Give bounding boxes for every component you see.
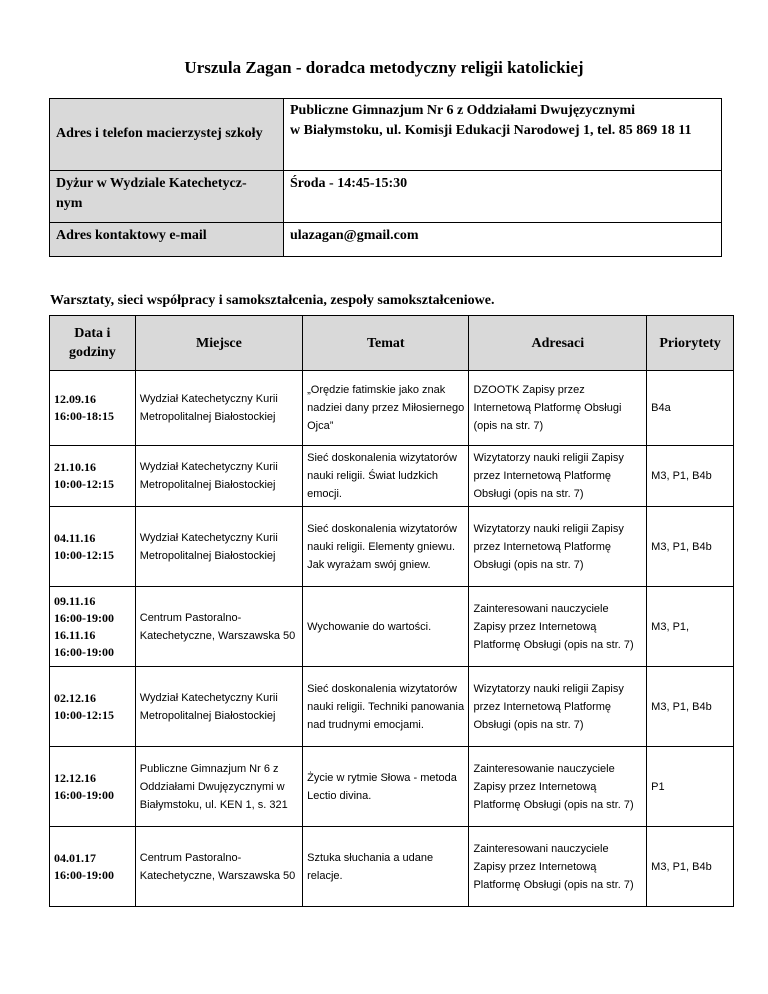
row-place: Centrum Pastoralno-Katechetyczne, Warszawska 50 <box>135 587 302 667</box>
row-priorities: M3, P1, <box>647 587 734 667</box>
email-label: Adres kontaktowy e-mail <box>50 223 284 257</box>
row-addressees: Wizytatorzy nauki religii Zapisy przez Internetową Platformę Obsługi (opis na str. 7) <box>469 446 647 507</box>
duty-label: Dyżur w Wydziale Katechetycz- nym <box>50 171 284 223</box>
row-place: Wydział Katechetyczny Kurii Metropolitalnej Białostockiej <box>135 371 302 446</box>
table-row <box>50 827 734 907</box>
table-row <box>50 507 734 587</box>
row-place: Wydział Katechetyczny Kurii Metropolitalnej Białostockiej <box>135 667 302 747</box>
contact-info-table <box>49 98 722 257</box>
row-topic: Sieć doskonalenia wizytatorów nauki religii. Świat ludzkich emocji. <box>303 446 469 507</box>
row-addressees: DZOOTK Zapisy przez Internetową Platformę Obsługi (opis na str. 7) <box>469 371 647 446</box>
row-addressees: Zainteresowanie nauczyciele Zapisy przez Internetową Platformę Obsługi (opis na str. 7) <box>469 747 647 827</box>
header-priorities: Priorytety <box>647 316 734 371</box>
school-address-value: Publiczne Gimnazjum Nr 6 z Oddziałami Dwujęzycznymi w Białymstoku, ul. Komisji Edukacji Narodowej 1, tel. 85 869 18 11 <box>284 99 722 171</box>
table-row <box>50 371 734 446</box>
table-row <box>50 587 734 667</box>
row-priorities: M3, P1, B4b <box>647 827 734 907</box>
row-priorities: B4a <box>647 371 734 446</box>
header-place: Miejsce <box>135 316 302 371</box>
header-topic: Temat <box>303 316 469 371</box>
page-title: Urszula Zagan - doradca metodyczny religii katolickiej <box>184 58 584 77</box>
table-row <box>50 667 734 747</box>
row-place: Wydział Katechetyczny Kurii Metropolitalnej Białostockiej <box>135 507 302 587</box>
row-date: 09.11.16 16:00-19:00 16.11.16 16:00-19:00 <box>50 587 136 667</box>
info-row-duty <box>50 171 722 223</box>
row-place: Wydział Katechetyczny Kurii Metropolitalnej Białostockiej <box>135 446 302 507</box>
row-addressees: Wizytatorzy nauki religii Zapisy przez Internetową Platformę Obsługi (opis na str. 7) <box>469 667 647 747</box>
info-row-school <box>50 99 722 171</box>
section-subtitle: Warsztaty, sieci współpracy i samokształcenia, zespoły samokształceniowe. <box>50 293 495 308</box>
row-topic: „Orędzie fatimskie jako znak nadziei dany przez Miłosiernego Ojca” <box>303 371 469 446</box>
row-addressees: Wizytatorzy nauki religii Zapisy przez Internetową Platformę Obsługi (opis na str. 7) <box>469 507 647 587</box>
info-row-email <box>50 223 722 257</box>
row-date: 21.10.16 10:00-12:15 <box>50 446 136 507</box>
row-priorities: M3, P1, B4b <box>647 446 734 507</box>
school-address-label: Adres i telefon macierzystej szkoły <box>50 99 284 171</box>
table-row <box>50 446 734 507</box>
row-topic: Życie w rytmie Słowa - metoda Lectio divina. <box>303 747 469 827</box>
row-priorities: P1 <box>647 747 734 827</box>
header-date: Data i godziny <box>50 316 136 371</box>
schedule-table <box>49 315 734 907</box>
row-topic: Sztuka słuchania a udane relacje. <box>303 827 469 907</box>
row-date: 12.09.16 16:00-18:15 <box>50 371 136 446</box>
row-addressees: Zainteresowani nauczyciele Zapisy przez Internetową Platformę Obsługi (opis na str. 7) <box>469 587 647 667</box>
row-topic: Sieć doskonalenia wizytatorów nauki religii. Elementy gniewu. Jak wyrażam swój gniew. <box>303 507 469 587</box>
row-date: 02.12.16 10:00-12:15 <box>50 667 136 747</box>
header-addressees: Adresaci <box>469 316 647 371</box>
row-addressees: Zainteresowani nauczyciele Zapisy przez Internetową Platformę Obsługi (opis na str. 7) <box>469 827 647 907</box>
row-place: Publiczne Gimnazjum Nr 6 z Oddziałami Dwujęzycznymi w Białymstoku, ul. KEN 1, s. 321 <box>135 747 302 827</box>
email-value[interactable]: ulazagan@gmail.com <box>284 223 722 257</box>
row-date: 04.01.17 16:00-19:00 <box>50 827 136 907</box>
duty-value: Środa - 14:45-15:30 <box>284 171 722 223</box>
row-date: 12.12.16 16:00-19:00 <box>50 747 136 827</box>
row-place: Centrum Pastoralno-Katechetyczne, Warszawska 50 <box>135 827 302 907</box>
row-date: 04.11.16 10:00-12:15 <box>50 507 136 587</box>
row-priorities: M3, P1, B4b <box>647 667 734 747</box>
row-topic: Sieć doskonalenia wizytatorów nauki religii. Techniki panowania nad trudnymi emocjami. <box>303 667 469 747</box>
schedule-header-row <box>50 316 734 371</box>
row-topic: Wychowanie do wartości. <box>303 587 469 667</box>
row-priorities: M3, P1, B4b <box>647 507 734 587</box>
table-row <box>50 747 734 827</box>
